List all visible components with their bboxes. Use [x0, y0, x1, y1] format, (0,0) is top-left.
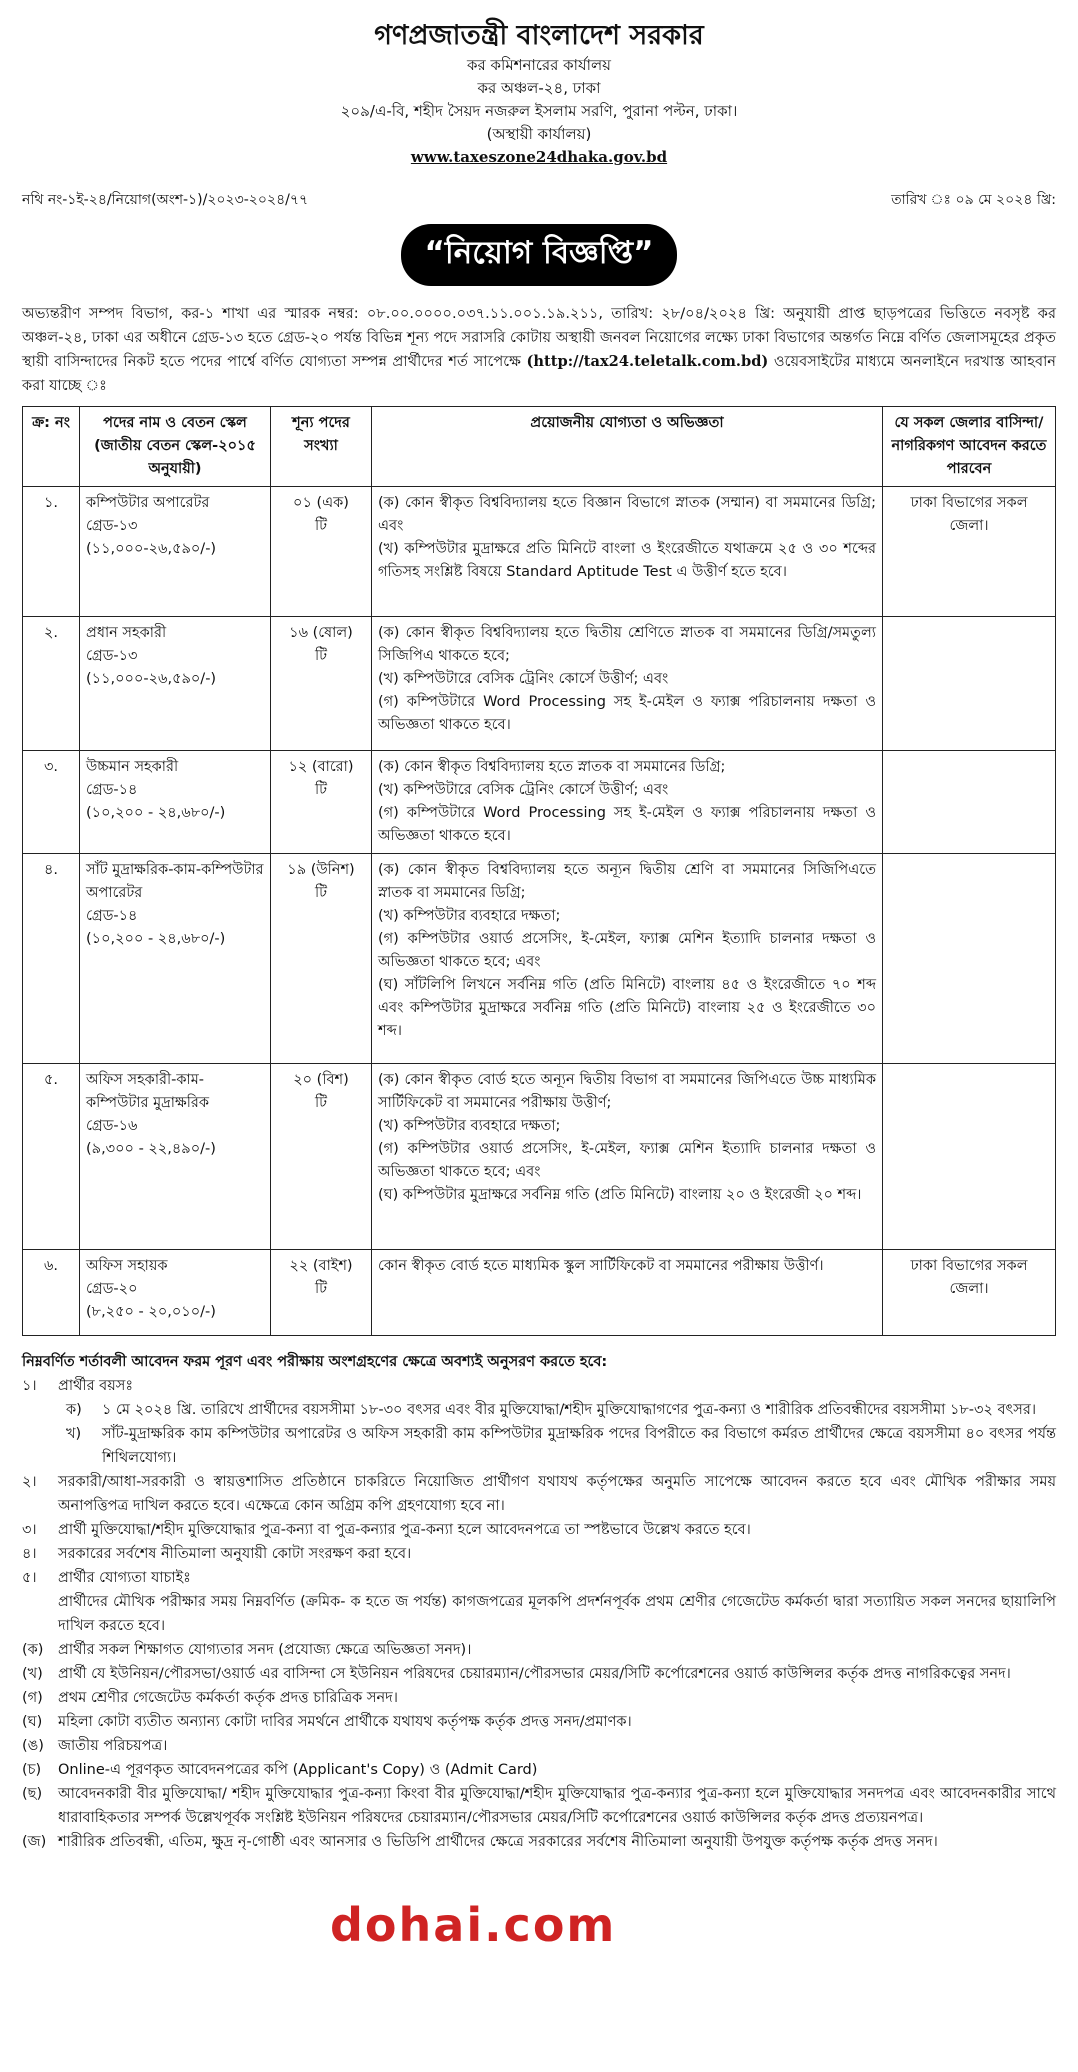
post-name: প্রধান সহকারী: [86, 625, 167, 641]
document-number: (ঙ): [22, 1738, 44, 1754]
table-row: [23, 751, 1056, 854]
qualification-item: (গ) কম্পিউটার ওয়ার্ড প্রসেসিং, ই-মেইল, ফ্যাক্স মেশিন ইত্যাদি চালনার দক্ষতা ও অভিজ্ঞতা থাকতে হবে; এবং: [378, 931, 876, 970]
condition-body: [22, 1590, 1056, 1638]
condition-number: ১।: [22, 1378, 37, 1394]
post-grade: গ্রেড-১৩: [86, 518, 138, 534]
document-text: Online-এ পূরণকৃত আবেদনপত্রের কপি (Applicant's Copy) ও (Admit Card): [58, 1762, 538, 1778]
condition-item: [22, 1566, 1056, 1590]
table-row: [23, 1064, 1056, 1250]
row-district: ঢাকা বিভাগের সকল জেলা।: [883, 487, 1056, 617]
document-item: [22, 1710, 1056, 1734]
header-vacancy: শূন্য পদের সংখ্যা: [271, 407, 372, 487]
watermark-logo: dohai.com: [330, 1898, 617, 1952]
post-name: অফিস সহকারী-কাম-কম্পিউটার মুদ্রাক্ষরিক: [86, 1072, 209, 1111]
row-qualification: [372, 1250, 883, 1336]
table-row: [23, 1250, 1056, 1336]
condition-number: ২।: [22, 1474, 37, 1490]
row-vacancy: [271, 1250, 372, 1336]
qualification-item: কোন স্বীকৃত বোর্ড হতে মাধ্যমিক স্কুল সার্টিফিকেট বা সমমানের পরীক্ষায় উত্তীর্ণ।: [378, 1258, 824, 1274]
notice-date: তারিখ ঃ ০৯ মে ২০২৪ খ্রি:: [891, 192, 1056, 208]
document-item: [22, 1638, 1056, 1662]
qualification-item: (ক) কোন স্বীকৃত বিশ্ববিদ্যালয় হতে দ্বিতীয় শ্রেণিতে স্নাতক বা সমমানের ডিগ্রি/সমতুল্য সিজিপিএ থাকতে হবে;: [378, 625, 876, 664]
condition-number: ৫।: [22, 1570, 37, 1586]
vacancy-unit: টি: [314, 782, 328, 798]
document-item: [22, 1734, 1056, 1758]
document-number: (জ): [22, 1834, 47, 1850]
row-sl: ২.: [23, 617, 80, 751]
document-item: [22, 1758, 1056, 1782]
condition-text: সরকারের সর্বশেষ নীতিমালা অনুযায়ী কোটা সংরক্ষণ করা হবে।: [58, 1546, 412, 1562]
temporary-office: (অস্থায়ী কার্যালয়): [486, 125, 592, 143]
condition-text: সাঁট-মুদ্রাক্ষরিক কাম কম্পিউটার অপারেটর ও অফিস সহকারী কাম কম্পিউটার মুদ্রাক্ষরিক পদের বিপরীতে কর বিভাগে কর্মরত প্রার্থীদের ক্ষেত্রে বয়সসীমা ৪০ বৎসর পর্যন্ত শিথিলযোগ্য।: [102, 1426, 1056, 1466]
header-qualification: প্রয়োজনীয় যোগ্যতা ও অভিজ্ঞতা: [372, 407, 883, 487]
header-district: যে সকল জেলার বাসিন্দা/নাগরিকগণ আবেদন করতে পারবেন: [883, 407, 1056, 487]
row-post: [80, 1064, 271, 1250]
qualification-item: (ঘ) কম্পিউটার মুদ্রাক্ষরে সর্বনিম্ন গতি (প্রতি মিনিটে) বাংলায় ২০ ও ইংরেজী ২০ শব্দ।: [378, 1187, 862, 1203]
condition-text: প্রার্থী মুক্তিযোদ্ধা/শহীদ মুক্তিযোদ্ধার পুত্র-কন্যা বা পুত্র-কন্যার পুত্র-কন্যা হলে আবেদনপত্রে তা স্পষ্টভাবে উল্লেখ করতে হবে।: [58, 1522, 751, 1538]
row-sl: ৩.: [23, 751, 80, 854]
row-district: [883, 854, 1056, 1064]
condition-item: [22, 1542, 1056, 1566]
post-scale: (১১,০০০-২৬,৫৯০/-): [86, 541, 217, 557]
document-text: শারীরিক প্রতিবন্ধী, এতিম, ক্ষুদ্র নৃ-গোষ্ঠী এবং আনসার ও ভিডিপি প্রার্থীদের ক্ষেত্রে সরকারের সর্বশেষ নীতিমালা অনুযায়ী উপযুক্ত কর্তৃপক্ষ কর্তৃক প্রদত্ত সনদ।: [58, 1834, 938, 1850]
qualification-item: (গ) কম্পিউটার ওয়ার্ড প্রসেসিং, ই-মেইল, ফ্যাক্স মেশিন ইত্যাদি চালনার দক্ষতা ও অভিজ্ঞতা থাকতে হবে; এবং: [378, 1141, 876, 1180]
vacancy-unit: টি: [314, 518, 328, 534]
condition-text: ১ মে ২০২৪ খ্রি. তারিখে প্রার্থীদের বয়সসীমা ১৮-৩০ বৎসর এবং বীর মুক্তিযোদ্ধা/শহীদ মুক্তিযোদ্ধাগণের পুত্র-কন্যা ও শারীরিক প্রতিবন্ধীদের বয়সসীমা ১৮-৩২ বৎসর।: [102, 1402, 1037, 1418]
document-text: মহিলা কোটা ব্যতীত অন্যান্য কোটা দাবির সমর্থনে প্রার্থীকে যথাযথ কর্তৃপক্ষ কর্তৃক প্রদত্ত সনদ/প্রমাণক।: [58, 1714, 632, 1730]
row-post: [80, 487, 271, 617]
condition-item: [22, 1518, 1056, 1542]
row-qualification: [372, 751, 883, 854]
post-grade: গ্রেড-১৪: [86, 782, 138, 798]
memo-number: নথি নং-১ই-২৪/নিয়োগ(অংশ-১)/২০২৩-২০২৪/৭৭: [22, 192, 309, 208]
document-number: (খ): [22, 1666, 43, 1682]
row-qualification: [372, 487, 883, 617]
row-vacancy: [271, 617, 372, 751]
document-number: (ঘ): [22, 1714, 43, 1730]
condition-subitem: [22, 1398, 1056, 1422]
row-district: [883, 617, 1056, 751]
qualification-item: (ক) কোন স্বীকৃত বিশ্ববিদ্যালয় হতে স্নাতক বা সমমানের ডিগ্রি;: [378, 759, 726, 775]
condition-number: ক): [66, 1402, 82, 1418]
post-name: সাঁট মুদ্রাক্ষরিক-কাম-কম্পিউটার অপারেটর: [86, 862, 264, 901]
condition-number: খ): [66, 1426, 82, 1442]
letterhead: [22, 18, 1056, 168]
office-name: কর কমিশনারের কার্যালয়: [467, 56, 611, 74]
qualification-item: (খ) কম্পিউটার ব্যবহারে দক্ষতা;: [378, 1118, 561, 1134]
document-number: (গ): [22, 1690, 43, 1706]
zone-name: কর অঞ্চল-২৪, ঢাকা: [477, 79, 601, 97]
post-name: উচ্চমান সহকারী: [86, 759, 179, 775]
document-text: প্রথম শ্রেণীর গেজেটেড কর্মকর্তা কর্তৃক প্রদত্ত চারিত্রিক সনদ।: [58, 1690, 398, 1706]
post-name: কম্পিউটার অপারেটর: [86, 495, 210, 511]
condition-text: প্রার্থীর যোগ্যতা যাচাইঃ: [58, 1570, 191, 1586]
qualification-item: (ক) কোন স্বীকৃত বোর্ড হতে অন্যূন দ্বিতীয় বিভাগ বা সমমানের জিপিএতে উচ্চ মাধ্যমিক সার্টিফিকেট বা সমমানের পরীক্ষায় উত্তীর্ণ;: [378, 1072, 876, 1111]
qualification-item: (গ) কম্পিউটারে Word Processing সহ ই-মেইল ও ফ্যাক্স পরিচালনায় দক্ষতা ও অভিজ্ঞতা থাকতে হবে।: [378, 694, 876, 733]
row-vacancy: [271, 1064, 372, 1250]
table-row: [23, 617, 1056, 751]
government-name: গণপ্রজাতন্ত্রী বাংলাদেশ সরকার: [374, 20, 704, 51]
document-number: (চ): [22, 1762, 42, 1778]
document-number: (ক): [22, 1642, 44, 1658]
qualification-item: (খ) কম্পিউটারে বেসিক ট্রেনিং কোর্সে উত্তীর্ণ; এবং: [378, 671, 669, 687]
post-grade: গ্রেড-২০: [86, 1281, 138, 1297]
row-sl: ৫.: [23, 1064, 80, 1250]
qualification-item: (গ) কম্পিউটারে Word Processing সহ ই-মেইল ও ফ্যাক্স পরিচালনায় দক্ষতা ও অভিজ্ঞতা থাকতে হবে।: [378, 805, 876, 844]
condition-subitem: [22, 1422, 1056, 1470]
row-district: [883, 751, 1056, 854]
document-item: [22, 1830, 1056, 1854]
condition-number: ৩।: [22, 1522, 37, 1538]
document-text: আবেদনকারী বীর মুক্তিযোদ্ধা/ শহীদ মুক্তিযোদ্ধার পুত্র-কন্যা কিংবা বীর মুক্তিযোদ্ধা/শহীদ মুক্তিযোদ্ধার পুত্র-কন্যার পুত্র-কন্যা হলে মুক্তিযোদ্ধার সনদপত্র এবং আবেদনকারীর সাথে ধারাবাহিকতার সম্পর্ক উল্লেখপূর্বক সংশ্লিষ্ট ইউনিয়ন পরিষদের চেয়ারম্যান/পৌরসভার মেয়র/সিটি কর্পোরেশনের ওয়ার্ড কাউন্সিলর কর্তৃক প্রদত্ত প্রত্যয়নপত্র।: [58, 1786, 1056, 1826]
intro-paragraph: [22, 302, 1056, 398]
post-name: অফিস সহায়ক: [86, 1258, 168, 1274]
document-text: প্রার্থী যে ইউনিয়ন/পৌরসভা/ওয়ার্ড এর বাসিন্দা সে ইউনিয়ন পরিষদের চেয়ারম্যান/পৌরসভার মেয়র/সিটি কর্পোরেশনের ওয়ার্ড কাউন্সিলর কর্তৃক প্রদত্ত নাগরিকত্বের সনদ।: [58, 1666, 1011, 1682]
row-post: [80, 751, 271, 854]
conditions-section: [22, 1350, 1056, 1854]
condition-item: [22, 1470, 1056, 1518]
header-sl: ক্র: নং: [23, 407, 80, 487]
notice-title: “নিয়োগ বিজ্ঞপ্তি”: [401, 224, 677, 286]
website-link[interactable]: www.taxeszone24dhaka.gov.bd: [410, 148, 668, 166]
row-sl: ১.: [23, 487, 80, 617]
post-grade: গ্রেড-১৪: [86, 908, 138, 924]
document-item: [22, 1782, 1056, 1830]
vacancy-count: ২২ (বাইশ): [289, 1258, 353, 1274]
post-grade: গ্রেড-১৩: [86, 648, 138, 664]
table-header-row: [23, 407, 1056, 487]
reference-row: [22, 188, 1056, 212]
header-post: পদের নাম ও বেতন স্কেল (জাতীয় বেতন স্কেল-২০১৫ অনুযায়ী): [80, 407, 271, 487]
qualification-item: (খ) কম্পিউটার মুদ্রাক্ষরে প্রতি মিনিটে বাংলা ও ইংরেজীতে যথাক্রমে ২৫ ও ৩০ শব্দের গতিসহ সংশ্লিষ্ট বিষয়ে Standard Aptitude Test এ উত্তীর্ণ হতে হবে।: [378, 541, 876, 580]
qualification-item: (ক) কোন স্বীকৃত বিশ্ববিদ্যালয় হতে বিজ্ঞান বিভাগে স্নাতক (সম্মান) বা সমমানের ডিগ্রি; এবং: [378, 495, 876, 534]
vacancy-count: ১৬ (ষোল): [289, 625, 353, 641]
qualification-item: (খ) কম্পিউটারে বেসিক ট্রেনিং কোর্সে উত্তীর্ণ; এবং: [378, 782, 669, 798]
vacancy-unit: টি: [314, 1095, 328, 1111]
document-text: প্রার্থীর সকল শিক্ষাগত যোগ্যতার সনদ (প্রযোজ্য ক্ষেত্রে অভিজ্ঞতা সনদ)।: [58, 1642, 472, 1658]
post-scale: (১১,০০০-২৬,৫৯০/-): [86, 671, 217, 687]
row-qualification: [372, 854, 883, 1064]
document-text: জাতীয় পরিচয়পত্র।: [58, 1738, 168, 1754]
vacancy-unit: টি: [314, 1281, 328, 1297]
condition-number: ৪।: [22, 1546, 37, 1562]
post-scale: (১০,২০০ - ২৪,৬৮০/-): [86, 931, 226, 947]
qualification-item: (ক) কোন স্বীকৃত বিশ্ববিদ্যালয় হতে অন্যূন দ্বিতীয় শ্রেণি বা সমমানের সিজিপিএতে স্নাতক বা সমমানের ডিগ্রি;: [378, 862, 876, 901]
row-sl: ৪.: [23, 854, 80, 1064]
condition-text: প্রার্থীদের মৌখিক পরীক্ষার সময় নিম্নবর্ণিত (ক্রমিক- ক হতে জ পর্যন্ত) কাগজপত্রের মূলকপি প্রদর্শনপূর্বক প্রথম শ্রেণীর গেজেটেড কর্মকর্তা দ্বারা সত্যায়িত সকল সনদের ছায়ালিপি দাখিল করতে হবে।: [58, 1594, 1056, 1634]
document-number: (ছ): [22, 1786, 43, 1802]
row-qualification: [372, 1064, 883, 1250]
vacancy-count: ১৯ (উনিশ): [287, 862, 355, 878]
vacancy-unit: টি: [314, 885, 328, 901]
row-district: [883, 1064, 1056, 1250]
vacancy-unit: টি: [314, 648, 328, 664]
row-district: ঢাকা বিভাগের সকল জেলা।: [883, 1250, 1056, 1336]
condition-text: সরকারী/আধা-সরকারী ও স্বায়ত্তশাসিত প্রতিষ্ঠানে চাকরিতে নিয়োজিত প্রার্থীগণ যথাযথ কর্তৃপক্ষের অনুমতি সাপেক্ষে আবেদন করতে হবে এবং মৌখিক পরীক্ষার সময় অনাপত্তিপত্র দাখিল করতে হবে। এক্ষেত্রে কোন অগ্রিম কপি গ্রহণযোগ্য হবে না।: [58, 1474, 1056, 1514]
vacancy-count: ২০ (বিশ): [293, 1072, 349, 1088]
qualification-item: (ঘ) সাঁটলিপি লিখনে সর্বনিম্ন গতি (প্রতি মিনিটে) বাংলায় ৪৫ ও ইংরেজীতে ৭০ শব্দ এবং কম্পিউটার মুদ্রাক্ষরে সর্বনিম্ন গতি (প্রতি মিনিটে) বাংলায় ২৫ ও ইংরেজীতে ৩০ শব্দ।: [378, 977, 876, 1039]
vacancy-count: ০১ (এক): [293, 495, 349, 511]
vacancy-count: ১২ (বারো): [288, 759, 354, 775]
table-row: [23, 487, 1056, 617]
condition-item: [22, 1374, 1056, 1398]
post-grade: গ্রেড-১৬: [86, 1118, 138, 1134]
row-vacancy: [271, 751, 372, 854]
row-qualification: [372, 617, 883, 751]
intro-text: অভ্যন্তরীণ সম্পদ বিভাগ, কর-১ শাখা এর স্মারক নম্বর: ০৮.০০.০০০০.০৩৭.১১.০০১.১৯.২১১, তারিখ: ২৮/০৪/২০২৪ খ্রি: অনুযায়ী প্রাপ্ত ছাড়পত্রের ভিত্তিতে নবসৃষ্ট কর অঞ্চল-২৪, ঢাকা এর অধীনে গ্রেড-১৩ হতে গ্রেড-২০ পর্যন্ত বিভিন্ন শূন্য পদে সরাসরি কোটায় অস্থায়ী জনবল নিয়োগের লক্ষ্যে ঢাকা বিভাগের অন্তর্গত নিম্নে বর্ণিত জেলাসমূহের প্রকৃত স্থায়ী বাসিন্দাদের নিকট হতে পদের পার্শ্বে বর্ণিত যোগ্যতা সম্পন্ন প্রার্থীদের শর্ত সাপেক্ষে: [22, 305, 1056, 370]
office-address: ২০৯/এ-বি, শহীদ সৈয়দ নজরুল ইসলাম সরণি, পুরানা পল্টন, ঢাকা।: [340, 102, 738, 120]
intro-tail: ওয়েবসাইটের মাধ্যমে অনলাইনে দরখাস্ত আহবান করা যাচ্ছে ঃ: [22, 353, 1057, 394]
document-item: [22, 1686, 1056, 1710]
conditions-heading: নিম্নবর্ণিত শর্তাবলী আবেদন ফরম পূরণ এবং পরীক্ষায় অংশগ্রহণের ক্ষেত্রে অবশ্যই অনুসরণ করতে হবে:: [22, 1354, 608, 1370]
row-post: [80, 854, 271, 1064]
post-scale: (১০,২০০ - ২৪,৬৮০/-): [86, 805, 226, 821]
qualification-item: (খ) কম্পিউটার ব্যবহারে দক্ষতা;: [378, 908, 561, 924]
condition-text: প্রার্থীর বয়সঃ: [58, 1378, 134, 1394]
row-vacancy: [271, 854, 372, 1064]
row-vacancy: [271, 487, 372, 617]
post-scale: (৮,২৫০ - ২০,০১০/-): [86, 1304, 216, 1320]
post-scale: (৯,৩০০ - ২২,৪৯০/-): [86, 1141, 216, 1157]
document-item: [22, 1662, 1056, 1686]
row-post: [80, 617, 271, 751]
row-sl: ৬.: [23, 1250, 80, 1336]
application-link[interactable]: (http://tax24.teletalk.com.bd): [526, 353, 769, 370]
table-row: [23, 854, 1056, 1064]
row-post: [80, 1250, 271, 1336]
vacancy-table: [22, 406, 1056, 1336]
